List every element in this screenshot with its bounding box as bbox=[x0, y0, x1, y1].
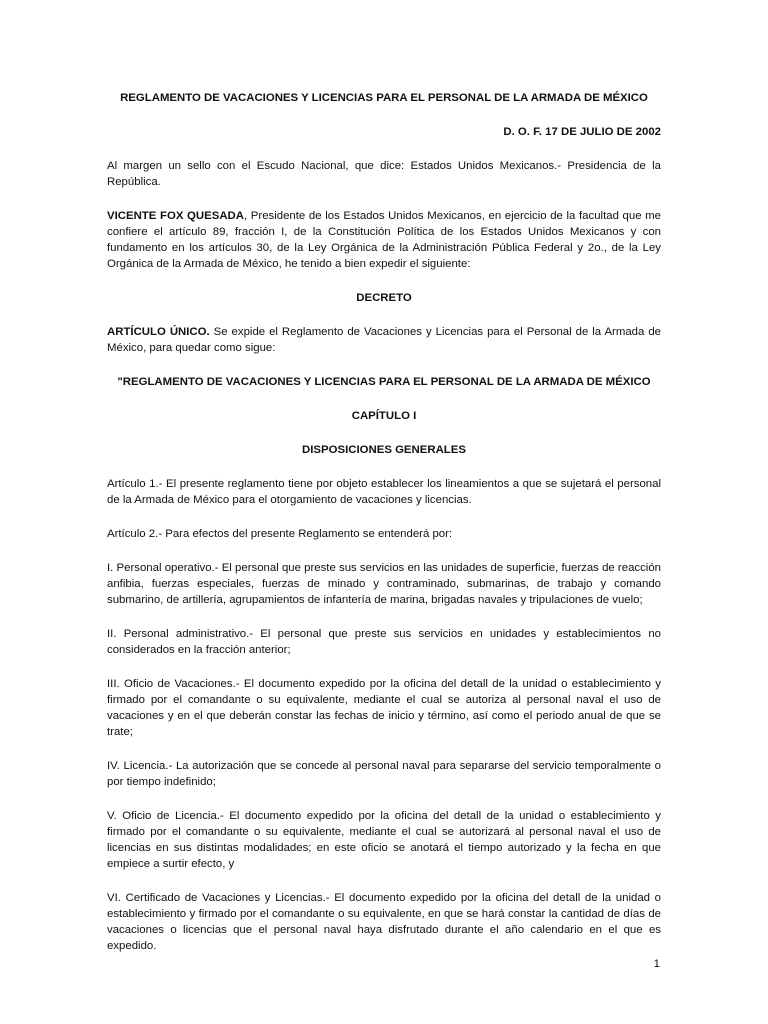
intro-paragraph: Al margen un sello con el Escudo Nacional, que dice: Estados Unidos Mexicanos.- Presidencia de la República. bbox=[107, 160, 661, 188]
page-number: 1 bbox=[653, 958, 660, 970]
fraccion-vi: VI. Certificado de Vacaciones y Licencias.- El documento expedido por la oficina del detall de la unidad o establecimiento y firmado por el comandante o su equivalente, en que se hará constar la cantidad de días de vacaciones o licencias que el personal naval haya disfrutado durante el año calendario en el que es expedido. bbox=[107, 892, 661, 952]
fraccion-i: I. Personal operativo.- El personal que preste sus servicios en las unidades de superficie, fuerzas de reacción anfibia, fuerzas especiales, fuerzas de minado y contraminado, submarinas, de trabajo y comando submarino, de artillería, agrupamientos de infantería de marina, brigadas navales y tripulaciones de vuelo; bbox=[107, 562, 661, 606]
articulo-unico-text: Se expide el Reglamento de Vacaciones y Licencias para el Personal de la Armada de México, para quedar como sigue: bbox=[107, 326, 661, 354]
fraccion-ii: II. Personal administrativo.- El personal que preste sus servicios en unidades y establecimientos no considerados en la fracción anterior; bbox=[107, 628, 661, 656]
capitulo-heading: CAPÍTULO I bbox=[351, 410, 417, 422]
fraccion-iv: IV. Licencia.- La autorización que se concede al personal naval para separarse del servicio temporalmente o por tiempo indefinido; bbox=[107, 760, 661, 788]
articulo-unico-paragraph bbox=[107, 324, 661, 356]
fraccion-v: V. Oficio de Licencia.- El documento expedido por la oficina del detall de la unidad o establecimiento y firmado por el comandante o su equivalente, mediante el cual se autorizará al personal naval el uso de licencias en sus distintas modalidades; en este oficio se anotará el tiempo autorizado y la fecha en que empiece a surtir efecto, y bbox=[107, 810, 661, 870]
articulo-1: Artículo 1.- El presente reglamento tiene por objeto establecer los lineamientos a que se sujetará el personal de la Armada de México para el otorgamiento de vacaciones y licencias. bbox=[107, 478, 661, 506]
disposiciones-heading: DISPOSICIONES GENERALES bbox=[302, 444, 466, 456]
decreto-heading: DECRETO bbox=[356, 292, 412, 304]
quoted-regulation-title: "REGLAMENTO DE VACACIONES Y LICENCIAS PARA EL PERSONAL DE LA ARMADA DE MÉXICO bbox=[117, 376, 651, 388]
articulo-unico-label: ARTÍCULO ÚNICO. bbox=[107, 326, 210, 338]
articulo-2: Artículo 2.- Para efectos del presente Reglamento se entenderá por: bbox=[107, 528, 453, 540]
president-text: , Presidente de los Estados Unidos Mexicanos, en ejercicio de la facultad que me confiere el artículo 89, fracción I, de la Constitución Política de los Estados Unidos Mexicanos y con fundamento en los artículos 30, de la Ley Orgánica de la Administración Pública Federal y 2o., de la Ley Orgánica de la Armada de México, he tenido a bien expedir el siguiente: bbox=[107, 210, 661, 270]
document-title: REGLAMENTO DE VACACIONES Y LICENCIAS PARA EL PERSONAL DE LA ARMADA DE MÉXICO bbox=[120, 92, 648, 104]
president-name: VICENTE FOX QUESADA bbox=[107, 210, 245, 222]
dof-date: D. O. F. 17 DE JULIO DE 2002 bbox=[503, 126, 661, 138]
fraccion-iii: III. Oficio de Vacaciones.- El documento expedido por la oficina del detall de la unidad o establecimiento y firmado por el comandante o su equivalente, mediante el cual se autoriza al personal naval el uso de vacaciones y en el que deberán constar las fechas de inicio y término, así como el periodo anual de que se trate; bbox=[107, 678, 661, 738]
document-content bbox=[107, 90, 661, 954]
president-paragraph bbox=[107, 208, 661, 272]
